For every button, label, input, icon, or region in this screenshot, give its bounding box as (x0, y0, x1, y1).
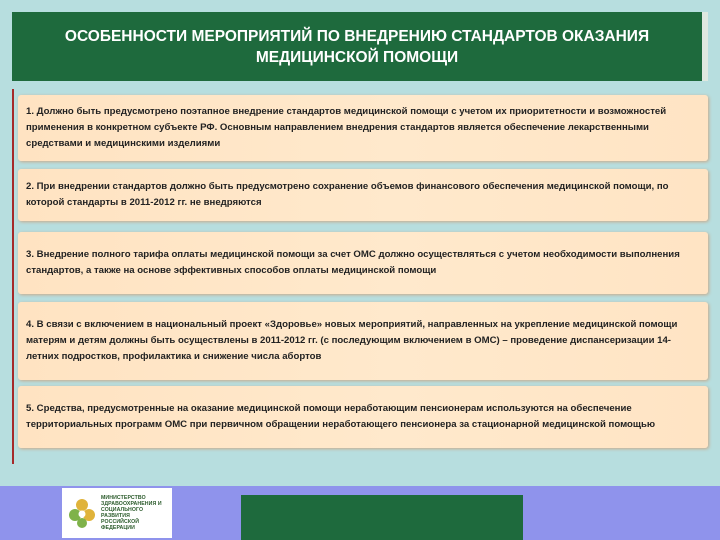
list-item-text: 3. Внедрение полного тарифа оплаты медицинской помощи за счет ОМС должно осуществляться с учетом необходимости выполнения стандартов, а также на основе эффективных способов оплаты медицинской помощи (26, 249, 680, 276)
logo-text: МИНИСТЕРСТВО ЗДРАВООХРАНЕНИЯ И СОЦИАЛЬНОГО РАЗВИТИЯ РОССИЙСКОЙ ФЕДЕРАЦИИ (101, 495, 162, 531)
slide-content (12, 89, 712, 464)
ministry-logo (62, 488, 172, 538)
list-item-text: 2. При внедрении стандартов должно быть предусмотрено сохранение объемов финансового обеспечения медицинской помощи, по которой стандарты в 2011-2012 гг. не внедряются (26, 181, 669, 208)
slide-title-bar (12, 12, 708, 81)
list-item (18, 302, 708, 380)
list-item (18, 232, 708, 294)
list-item (18, 169, 708, 221)
list-item-text: 1. Должно быть предусмотрено поэтапное внедрение стандартов медицинской помощи с учетом их приоритетности и возможностей применения в конкретном субъекте РФ. Основным направлением внедрения стандартов является обеспечение лекарственными средствами и медицинскими изделиями (26, 106, 667, 149)
list-item (18, 386, 708, 448)
slide-title: ОСОБЕННОСТИ МЕРОПРИЯТИЙ ПО ВНЕДРЕНИЮ СТАНДАРТОВ ОКАЗАНИЯ МЕДИЦИНСКОЙ ПОМОЩИ (64, 27, 650, 66)
list-item-text: 5. Средства, предусмотренные на оказание медицинской помощи неработающим пенсионерам используются на обеспечение территориальных программ ОМС при первичном обращении неработающего пенсионера за стационарной медицинской помощью (26, 403, 656, 430)
list-item (18, 95, 708, 161)
ministry-emblem-icon (66, 497, 98, 529)
list-item-text: 4. В связи с включением в национальный проект «Здоровье» новых мероприятий, направленных на укрепление медицинской помощи матерям и детям должны быть осуществлены в 2011-2012 гг. (с последующим включением в ОМС) – проведение диспансеризации 14-летних подростков, профилактика и снижение числа абортов (26, 319, 678, 362)
footer-bar (241, 495, 523, 540)
